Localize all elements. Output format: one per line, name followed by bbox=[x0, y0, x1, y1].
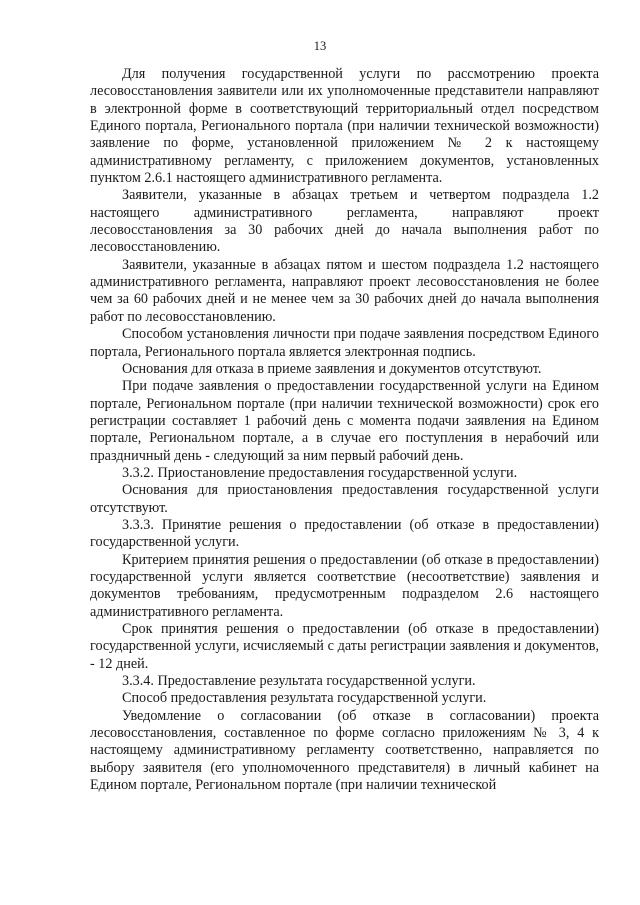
section-heading-3-3-2: 3.3.2. Приостановление предоставления государственной услуги. bbox=[122, 464, 518, 481]
paragraph-deadline-60-days: Заявители, указанные в абзацах пятом и шестом подраздела 1.2 настоящего административного регламента, направляют проект лесовосстановления не более чем за 60 рабочих дней и не менее чем за 30 рабочих дней до начала выполнения работ по лесовосстановлению. bbox=[90, 256, 599, 325]
paragraph-decision-term: Срок принятия решения о предоставлении (об отказе в предоставлении) государственной услуги, исчисляемый с даты регистрации заявления и документов, - 12 дней. bbox=[90, 621, 599, 672]
paragraph-result-method: Способ предоставления результата государственной услуги. bbox=[122, 690, 487, 707]
paragraph-registration-term: При подаче заявления о предоставлении государственной услуги на Едином портале, Региональном портале (при наличии технической возможности) срок его регистрации составляет 1 рабочий день с момента подачи заявления на Едином портале, Региональном портале, а в случае его поступления в нерабочий или праздничный день - следующий за ним первый рабочий день. bbox=[90, 378, 599, 464]
paragraph-decision-criterion: Критерием принятия решения о предоставлении (об отказе в предоставлении) государственной услуги является соответствие (несоответствие) заявления и документов требованиям, предусмотренным подразделом 2.6 настоящего административного регламента. bbox=[90, 551, 599, 620]
paragraph-suspension-grounds: Основания для приостановления предоставления государственной услуги отсутствуют. bbox=[90, 482, 599, 516]
section-heading-3-3-3: 3.3.3. Принятие решения о предоставлении (об отказе в предоставлении) государственной услуги. bbox=[90, 516, 599, 551]
paragraph-notification: Уведомление о согласовании (об отказе в согласовании) проекта лесовосстановления, составленное по форме согласно приложениям № 3, 4 к настоящему административному регламенту соответственно, направляется по выбору заявителя (его уполномоченного представителя) в личный кабинет на Едином портале, Региональном портале (при наличии технической bbox=[90, 707, 599, 794]
document-body bbox=[90, 66, 599, 794]
section-heading-3-3-4: 3.3.4. Предоставление результата государственной услуги. bbox=[122, 673, 476, 690]
page-number: 13 bbox=[313, 39, 327, 53]
paragraph-refusal-grounds: Основания для отказа в приеме заявления и документов отсутствуют. bbox=[122, 360, 542, 377]
paragraph-application-submission: Для получения государственной услуги по рассмотрению проекта лесовосстановления заявители или их уполномоченные представители направляют в электронной форме в соответствующий территориальный отдел посредством Единого портала, Регионального портала (при наличии технической возможности) заявление по форме, установленной приложением № 2 к настоящему административному регламенту, с приложением документов, установленных пунктом 2.6.1 настоящего административного регламента. bbox=[90, 66, 599, 187]
paragraph-deadline-30-days: Заявители, указанные в абзацах третьем и четвертом подраздела 1.2 настоящего административного регламента, направляют проект лесовосстановления за 30 рабочих дней до начала выполнения работ по лесовосстановлению. bbox=[90, 187, 599, 256]
paragraph-identity-method: Способом установления личности при подаче заявления посредством Единого портала, Регионального портала является электронная подпись. bbox=[90, 326, 599, 360]
